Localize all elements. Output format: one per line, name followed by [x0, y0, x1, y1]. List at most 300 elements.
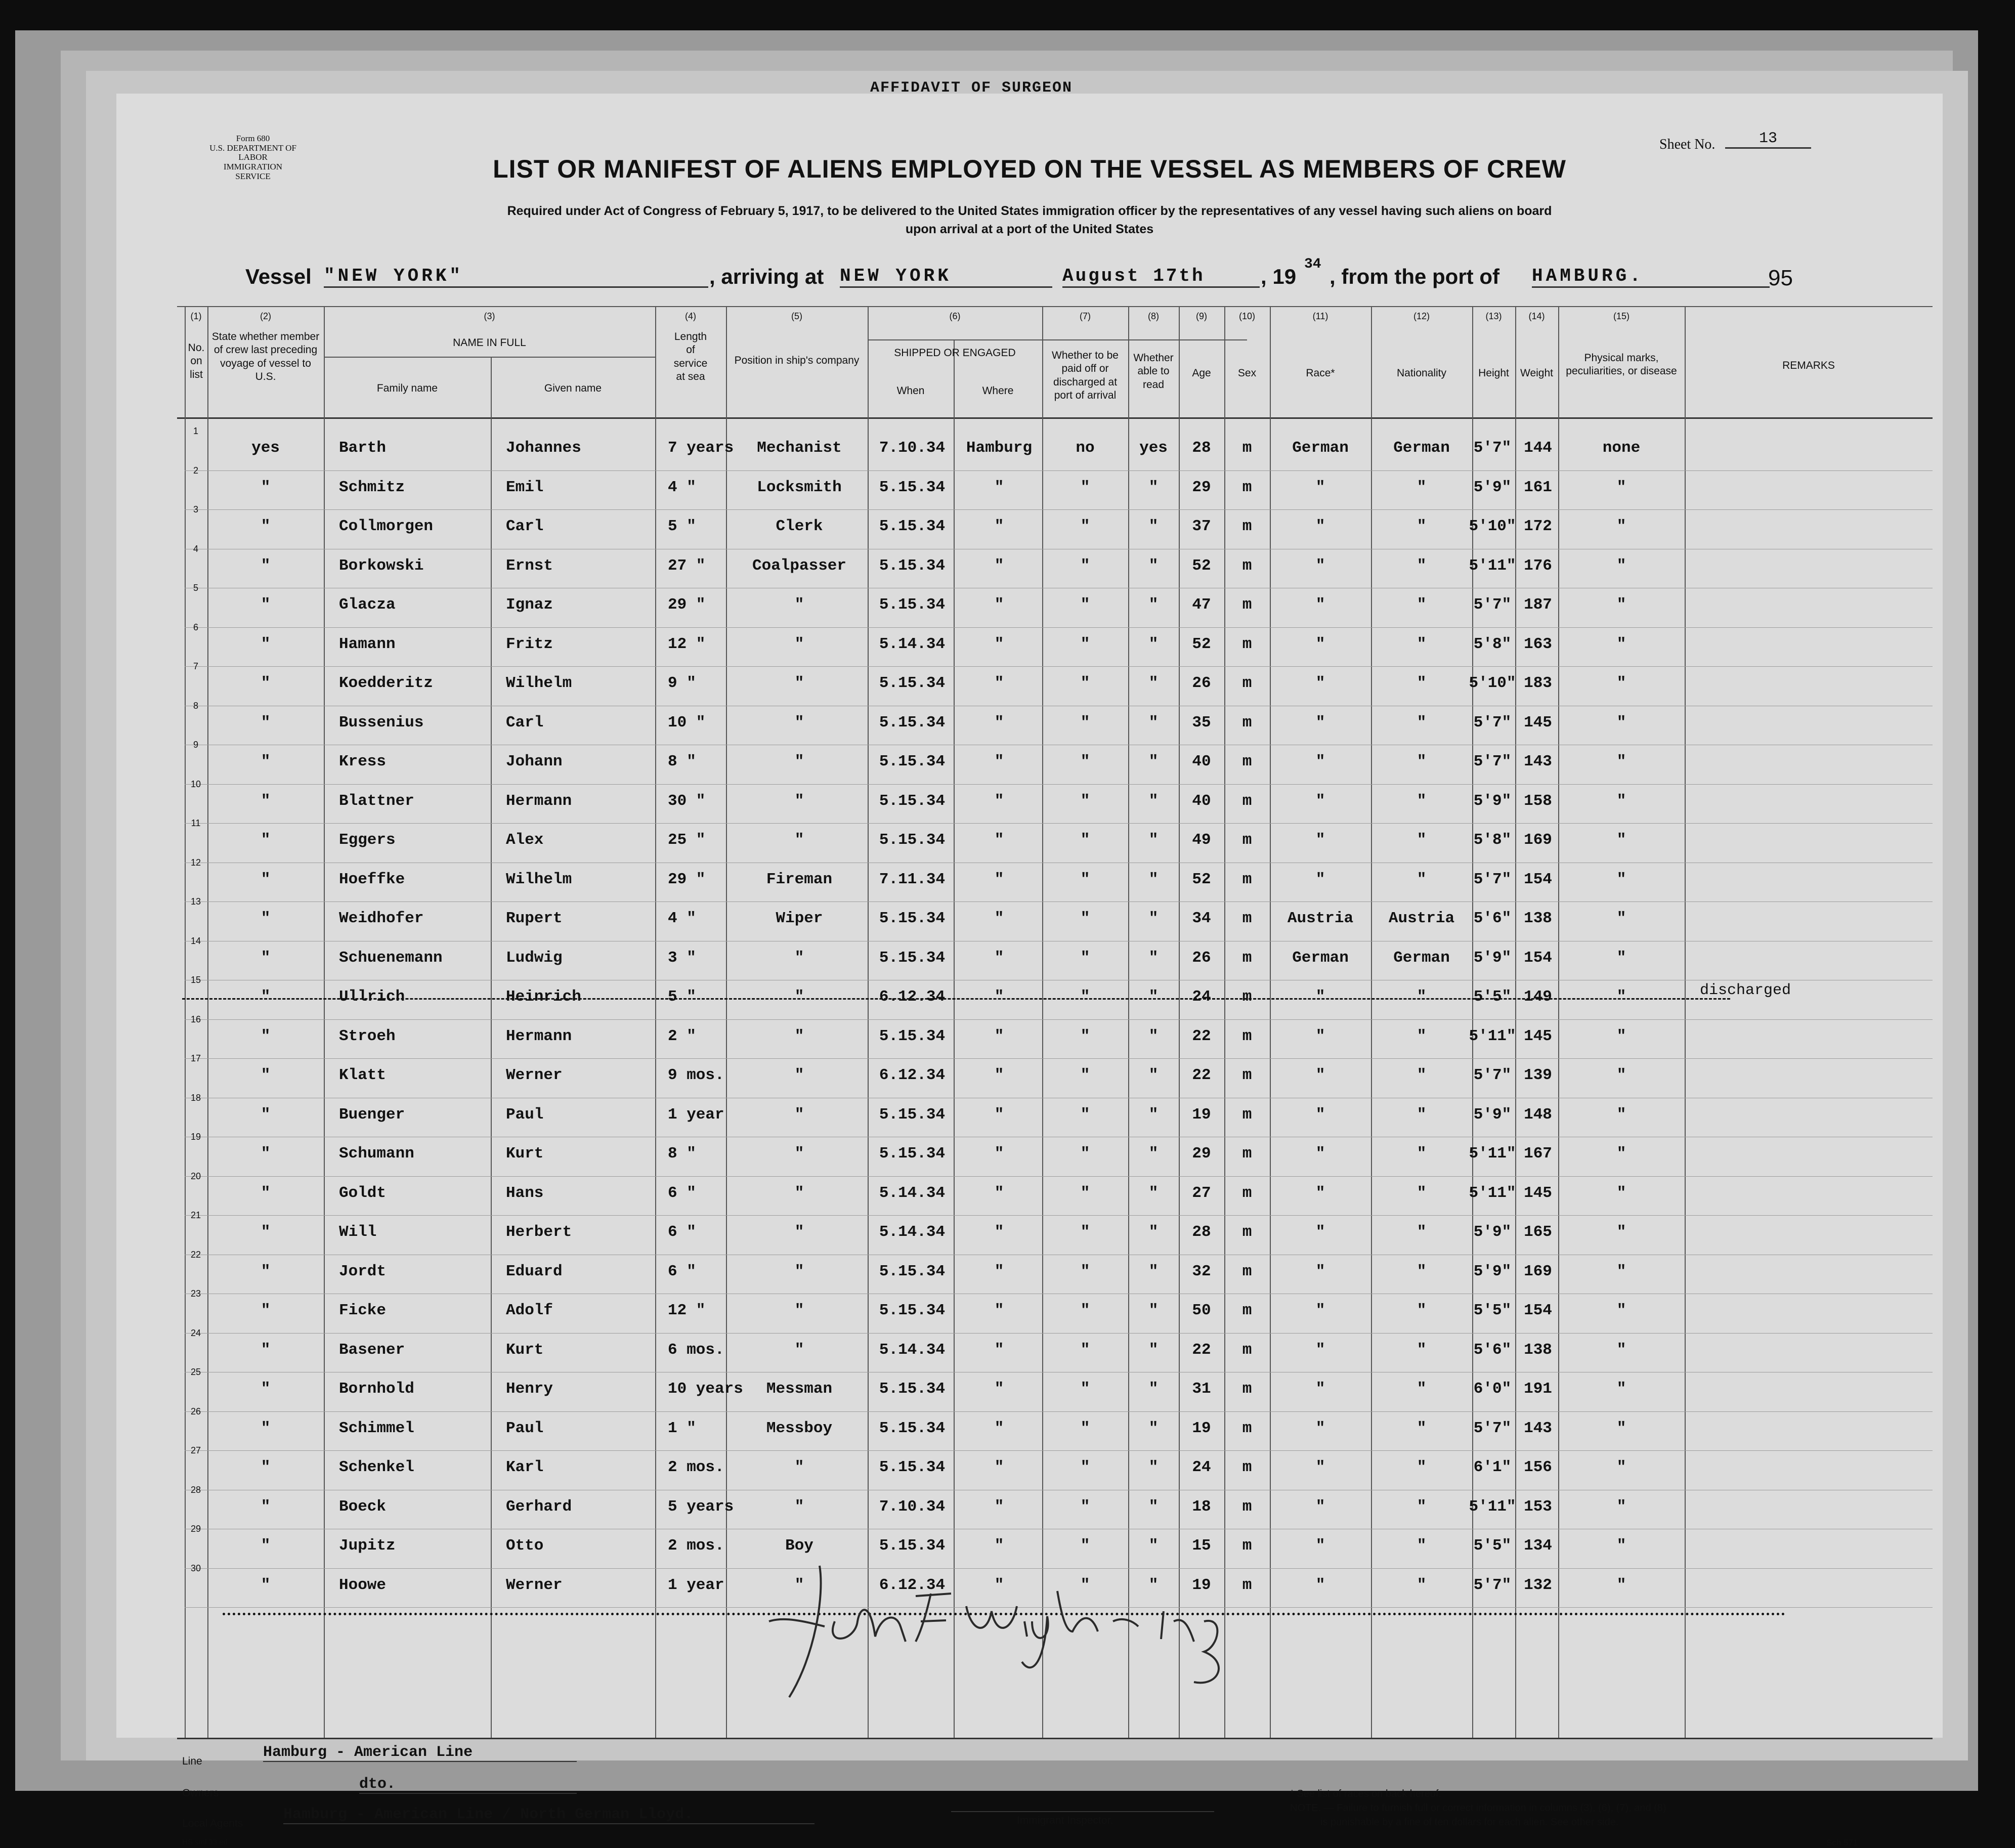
table-bottom-rule [177, 1738, 1933, 1739]
cell-physical-marks: " [1616, 1497, 1626, 1516]
cell-sex: m [1242, 1576, 1252, 1594]
col-7-number: (7) [1080, 311, 1091, 321]
cell-race: " [1315, 1576, 1325, 1594]
cell-able-to-read: " [1148, 792, 1159, 810]
col-14-number: (14) [1528, 311, 1545, 321]
cell-race: " [1315, 870, 1325, 888]
cell-physical-marks: " [1616, 949, 1626, 967]
cell-weight: 191 [1524, 1380, 1552, 1398]
cell-able-to-read: " [1148, 870, 1159, 888]
cell-previous-voyage: " [261, 556, 271, 575]
cell-position: Boy [785, 1537, 813, 1555]
col-9-number: (9) [1196, 311, 1207, 321]
cell-able-to-read: " [1148, 1302, 1159, 1319]
cell-shipped-when: 5.15.34 [879, 1537, 946, 1555]
row-rule [185, 470, 1933, 471]
cell-race: " [1315, 988, 1325, 1006]
row-number: 13 [190, 896, 201, 907]
cell-physical-marks: " [1616, 1341, 1626, 1359]
cell-paid-off: " [1080, 1458, 1090, 1476]
row-rule [185, 823, 1933, 824]
cell-race: " [1315, 556, 1325, 575]
strike-through-line [182, 998, 1730, 1000]
row-number: 5 [193, 583, 198, 593]
cell-paid-off: " [1080, 1027, 1090, 1045]
cell-length-of-service: 8 " [668, 753, 696, 770]
schedule-code: Sch 571 [1826, 1838, 1858, 1847]
cell-length-of-service: 7 years [668, 439, 734, 457]
cell-shipped-where: " [994, 674, 1004, 692]
cell-race: " [1315, 674, 1325, 692]
cell-shipped-where: " [994, 1576, 1004, 1594]
subtitle-line-1: Required under Act of Congress of February 5, 1917, to be delivered to the United States immigration officer by the representatives of any vessel having such aliens on board [507, 204, 1552, 218]
cell-height: 5'9" [1473, 949, 1512, 967]
cell-able-to-read: " [1148, 1105, 1159, 1124]
cell-family-name: Weidhofer [339, 910, 424, 927]
cell-shipped-when: 5.15.34 [879, 910, 946, 927]
cell-paid-off: " [1080, 674, 1090, 692]
cell-race: " [1315, 1497, 1325, 1516]
cell-height: 5'11" [1469, 556, 1516, 575]
cell-age: 47 [1192, 596, 1211, 614]
cell-sex: m [1242, 910, 1252, 927]
cell-paid-off: " [1080, 518, 1090, 535]
cell-position: " [794, 1576, 804, 1594]
cell-family-name: Blattner [339, 792, 414, 810]
cell-shipped-where: Hamburg [966, 439, 1033, 457]
cell-weight: 169 [1524, 831, 1552, 849]
cell-physical-marks: " [1616, 556, 1626, 575]
col-15-number: (15) [1613, 311, 1630, 321]
cell-family-name: Hoowe [339, 1576, 387, 1594]
cell-given-name: Ignaz [506, 596, 553, 614]
cell-paid-off: " [1080, 1105, 1090, 1124]
cell-shipped-where: " [994, 713, 1004, 732]
cell-height: 5'11" [1469, 1184, 1516, 1202]
row-number: 2 [193, 465, 198, 476]
cell-paid-off: " [1080, 753, 1090, 770]
cell-position: " [794, 988, 804, 1006]
cell-height: 5'7" [1473, 596, 1512, 614]
cell-sex: m [1242, 1184, 1252, 1202]
cell-previous-voyage: " [261, 910, 271, 927]
cell-age: 19 [1192, 1576, 1211, 1594]
cell-position: " [794, 1262, 804, 1280]
cell-able-to-read: " [1148, 674, 1159, 692]
cell-paid-off: " [1080, 1066, 1090, 1084]
cell-length-of-service: 1 " [668, 1419, 696, 1437]
cell-height: 5'10" [1469, 674, 1516, 692]
cell-weight: 143 [1524, 753, 1552, 770]
row-number: 17 [190, 1053, 201, 1063]
cell-physical-marks: " [1616, 1458, 1626, 1476]
sheet-number: 13 [1725, 130, 1811, 149]
cell-paid-off: " [1080, 1537, 1090, 1555]
cell-nationality: " [1417, 635, 1427, 653]
cell-family-name: Schumann [339, 1145, 414, 1163]
cell-sex: m [1242, 1105, 1252, 1124]
cell-shipped-where: " [994, 910, 1004, 927]
cell-family-name: Glacza [339, 596, 396, 614]
cell-weight: 167 [1524, 1145, 1552, 1163]
cell-length-of-service: 29 " [668, 870, 706, 888]
cell-shipped-when: 5.15.34 [879, 596, 946, 614]
cell-race: " [1315, 1380, 1325, 1398]
cell-paid-off: " [1080, 1341, 1090, 1359]
cell-given-name: Gerhard [506, 1497, 572, 1516]
cell-family-name: Basener [339, 1341, 405, 1359]
cell-position: " [794, 1302, 804, 1319]
cell-height: 5'7" [1473, 439, 1512, 457]
cell-shipped-when: 5.15.34 [879, 478, 946, 496]
cell-sex: m [1242, 1341, 1252, 1359]
col-10-number: (10) [1238, 311, 1255, 321]
cell-nationality: " [1417, 674, 1427, 692]
cell-previous-voyage: " [261, 478, 271, 496]
row-number: 29 [190, 1524, 201, 1534]
cell-position: Wiper [776, 910, 823, 927]
cell-given-name: Hermann [506, 792, 572, 810]
cell-weight: 132 [1524, 1576, 1552, 1594]
cell-physical-marks: " [1616, 870, 1626, 888]
cell-age: 40 [1192, 792, 1211, 810]
cell-position: " [794, 674, 804, 692]
cell-previous-voyage: " [261, 870, 271, 888]
header-paid-off: Whether to be paid off or discharged at port of arrival [1052, 350, 1119, 401]
cell-given-name: Carl [506, 713, 544, 732]
cell-physical-marks: " [1616, 753, 1626, 770]
cell-height: 5'6" [1473, 910, 1512, 927]
cell-family-name: Bussenius [339, 713, 424, 732]
cell-shipped-when: 7.11.34 [879, 870, 946, 888]
row-rule [185, 1215, 1933, 1216]
cell-paid-off: " [1080, 910, 1090, 927]
cell-length-of-service: 10 " [668, 713, 706, 732]
row-number: 19 [190, 1132, 201, 1142]
header-where: Where [982, 385, 1014, 397]
cell-physical-marks: " [1616, 1262, 1626, 1280]
cell-physical-marks: " [1616, 1576, 1626, 1594]
cell-shipped-when: 5.15.34 [879, 1145, 946, 1163]
cell-previous-voyage: " [261, 1341, 271, 1359]
cell-previous-voyage: " [261, 1066, 271, 1084]
row-number: 7 [193, 661, 198, 671]
header-height: Height [1478, 367, 1509, 379]
cell-able-to-read: " [1148, 1458, 1159, 1476]
cell-shipped-when: 5.15.34 [879, 1262, 946, 1280]
cell-race: " [1315, 753, 1325, 770]
fine-note-1: NOTE. — Failure to furnish full or correct information in columns (3), (6), (7), and (8) [1290, 1802, 1666, 1814]
cell-height: 5'11" [1469, 1027, 1516, 1045]
cell-shipped-when: 5.15.34 [879, 949, 946, 967]
cell-race: " [1315, 831, 1325, 849]
cell-physical-marks: " [1616, 713, 1626, 732]
cell-previous-voyage: " [261, 753, 271, 770]
cell-family-name: Klatt [339, 1066, 387, 1084]
cell-family-name: Schimmel [339, 1419, 414, 1437]
cell-weight: 154 [1524, 949, 1552, 967]
cell-family-name: Buenger [339, 1105, 405, 1124]
row-number: 30 [190, 1563, 201, 1573]
cell-previous-voyage: yes [251, 439, 280, 457]
cell-able-to-read: " [1148, 1497, 1159, 1516]
cell-age: 15 [1192, 1537, 1211, 1555]
cell-given-name: Ernst [506, 556, 553, 575]
cell-length-of-service: 5 " [668, 518, 696, 535]
row-rule [185, 509, 1933, 510]
cell-shipped-when: 5.15.34 [879, 674, 946, 692]
cell-shipped-where: " [994, 1223, 1004, 1241]
cell-weight: 139 [1524, 1066, 1552, 1084]
col-13-number: (13) [1485, 311, 1502, 321]
cell-family-name: Schmitz [339, 478, 405, 496]
cell-family-name: Hoeffke [339, 870, 405, 888]
cell-position: " [794, 596, 804, 614]
cell-paid-off: " [1080, 478, 1090, 496]
cell-paid-off: " [1080, 1184, 1090, 1202]
cell-weight: 149 [1524, 988, 1552, 1006]
cell-race: " [1315, 1419, 1325, 1437]
cell-length-of-service: 29 " [668, 596, 706, 614]
cell-weight: 145 [1524, 1184, 1552, 1202]
cell-able-to-read: " [1148, 1576, 1159, 1594]
col-11-number: (11) [1312, 311, 1328, 321]
row-number: 22 [190, 1249, 201, 1260]
cell-length-of-service: 9 mos. [668, 1066, 724, 1084]
cell-length-of-service: 3 " [668, 949, 696, 967]
cell-previous-voyage: " [261, 1262, 271, 1280]
inspector-rule [951, 1811, 1214, 1812]
cell-given-name: Henry [506, 1380, 553, 1398]
cell-length-of-service: 4 " [668, 910, 696, 927]
cell-shipped-when: 5.14.34 [879, 1223, 946, 1241]
cell-position: " [794, 1066, 804, 1084]
cell-physical-marks: " [1616, 1105, 1626, 1124]
cell-previous-voyage: " [261, 1223, 271, 1241]
cell-length-of-service: 4 " [668, 478, 696, 496]
cell-race: " [1315, 1223, 1325, 1241]
cell-nationality: " [1417, 1027, 1427, 1045]
cell-race: " [1315, 478, 1325, 496]
cell-family-name: Stroeh [339, 1027, 396, 1045]
cell-remarks: discharged [1700, 982, 1791, 999]
col-divider [655, 306, 656, 1738]
cell-shipped-when: 5.14.34 [879, 1341, 946, 1359]
cell-shipped-when: 5.14.34 [879, 635, 946, 653]
cell-shipped-when: 5.15.34 [879, 1302, 946, 1319]
cell-weight: 143 [1524, 1419, 1552, 1437]
cell-nationality: " [1417, 1537, 1427, 1555]
col-6-number: (6) [949, 311, 961, 321]
cell-given-name: Fritz [506, 635, 553, 653]
col-divider [491, 357, 492, 1738]
cell-family-name: Eggers [339, 831, 396, 849]
cell-nationality: " [1417, 988, 1427, 1006]
cell-shipped-where: " [994, 1145, 1004, 1163]
cell-able-to-read: " [1148, 713, 1159, 732]
cell-position: Fireman [766, 870, 833, 888]
cell-nationality: " [1417, 596, 1427, 614]
cell-height: 5'9" [1473, 478, 1512, 496]
cell-weight: 158 [1524, 792, 1552, 810]
row-rule [185, 1019, 1933, 1020]
cell-family-name: Borkowski [339, 556, 424, 575]
cell-previous-voyage: " [261, 1105, 271, 1124]
cell-position: Messman [766, 1380, 833, 1398]
header-position: Position in ship's company [734, 355, 860, 366]
row-number: 28 [190, 1484, 201, 1495]
cell-family-name: Jordt [339, 1262, 387, 1280]
cell-nationality: " [1417, 518, 1427, 535]
cell-nationality: " [1417, 1223, 1427, 1241]
cell-previous-voyage: " [261, 518, 271, 535]
cell-length-of-service: 12 " [668, 635, 706, 653]
cell-given-name: Heinrich [506, 988, 581, 1006]
cell-race: " [1315, 1262, 1325, 1280]
cell-weight: 144 [1524, 439, 1552, 457]
cell-shipped-where: " [994, 1458, 1004, 1476]
cell-physical-marks: " [1616, 1223, 1626, 1241]
cell-physical-marks: none [1602, 439, 1641, 457]
cell-able-to-read: " [1148, 910, 1159, 927]
cell-race: " [1315, 1458, 1325, 1476]
row-rule [185, 1333, 1933, 1334]
header-sex: Sex [1237, 367, 1257, 379]
cell-able-to-read: " [1148, 596, 1159, 614]
cell-previous-voyage: " [261, 596, 271, 614]
cell-age: 49 [1192, 831, 1211, 849]
fine-note-2: is punishable by a fine of ten dollars for each alien. See other side. [1320, 1817, 1619, 1828]
cell-height: 5'8" [1473, 831, 1512, 849]
cell-height: 5'7" [1473, 1066, 1512, 1084]
cell-length-of-service: 10 years [668, 1380, 743, 1398]
cell-age: 37 [1192, 518, 1211, 535]
cell-position: " [794, 1341, 804, 1359]
cell-age: 28 [1192, 1223, 1211, 1241]
cell-position: " [794, 949, 804, 967]
cell-weight: 138 [1524, 910, 1552, 927]
header-when: When [896, 385, 925, 397]
cell-race: " [1315, 713, 1325, 732]
row-rule [185, 901, 1933, 902]
cell-nationality: " [1417, 870, 1427, 888]
cell-sex: m [1242, 949, 1252, 967]
cell-height: 5'7" [1473, 870, 1512, 888]
cell-height: 6'1" [1473, 1458, 1512, 1476]
shipped-divider [868, 339, 1247, 340]
cell-length-of-service: 5 years [668, 1497, 734, 1516]
year-prefix: , 19 [1261, 265, 1297, 288]
row-rule [185, 1450, 1933, 1451]
row-rule [185, 1058, 1933, 1059]
cell-length-of-service: 8 " [668, 1145, 696, 1163]
cell-physical-marks: " [1616, 1537, 1626, 1555]
cell-nationality: Austria [1388, 910, 1455, 927]
cell-able-to-read: " [1148, 1537, 1159, 1555]
cell-previous-voyage: " [261, 831, 271, 849]
cell-position: " [794, 1145, 804, 1163]
cell-sex: m [1242, 439, 1252, 457]
cell-height: 5'9" [1473, 1223, 1512, 1241]
cell-family-name: Schenkel [339, 1458, 414, 1476]
cell-height: 5'8" [1473, 635, 1512, 653]
cell-length-of-service: 27 " [668, 556, 706, 575]
cell-shipped-when: 5.15.34 [879, 1105, 946, 1124]
cell-able-to-read: " [1148, 831, 1159, 849]
cell-previous-voyage: " [261, 1145, 271, 1163]
cell-age: 19 [1192, 1419, 1211, 1437]
cell-age: 24 [1192, 1458, 1211, 1476]
cell-paid-off: " [1080, 949, 1090, 967]
cell-shipped-where: " [994, 1184, 1004, 1202]
cell-shipped-where: " [994, 1419, 1004, 1437]
cell-shipped-where: " [994, 753, 1004, 770]
cell-able-to-read: " [1148, 1027, 1159, 1045]
cell-given-name: Herbert [506, 1223, 572, 1241]
cell-sex: m [1242, 1458, 1252, 1476]
cell-nationality: " [1417, 1066, 1427, 1084]
cell-physical-marks: " [1616, 596, 1626, 614]
cell-family-name: Ullrich [339, 988, 405, 1006]
cell-sex: m [1242, 635, 1252, 653]
cell-sex: m [1242, 831, 1252, 849]
cell-length-of-service: 25 " [668, 831, 706, 849]
cell-nationality: " [1417, 1184, 1427, 1202]
cell-physical-marks: " [1616, 518, 1626, 535]
cell-height: 5'5" [1473, 1302, 1512, 1319]
cell-previous-voyage: " [261, 792, 271, 810]
cell-physical-marks: " [1616, 1145, 1626, 1163]
cell-shipped-where: " [994, 1341, 1004, 1359]
cell-physical-marks: " [1616, 478, 1626, 496]
cell-shipped-where: " [994, 1302, 1004, 1319]
cell-weight: 148 [1524, 1105, 1552, 1124]
col-divider [207, 306, 208, 1738]
header-no-on-list: No. on list [188, 342, 205, 380]
cell-age: 52 [1192, 635, 1211, 653]
cell-nationality: " [1417, 1576, 1427, 1594]
row-number: 12 [190, 857, 201, 868]
cell-nationality: " [1417, 1341, 1427, 1359]
cell-nationality: " [1417, 1262, 1427, 1280]
cell-height: 5'5" [1473, 1537, 1512, 1555]
col-divider [324, 306, 325, 1738]
cell-nationality: " [1417, 831, 1427, 849]
cell-weight: 165 [1524, 1223, 1552, 1241]
cell-family-name: Kress [339, 753, 387, 770]
cell-age: 52 [1192, 556, 1211, 575]
cell-shipped-where: " [994, 1066, 1004, 1084]
cell-paid-off: " [1080, 1497, 1090, 1516]
cell-shipped-when: 5.15.34 [879, 1419, 946, 1437]
table-top-rule [177, 306, 1933, 307]
row-number: 14 [190, 935, 201, 946]
cell-paid-off: " [1080, 1223, 1090, 1241]
corner-number: 95 [1768, 266, 1793, 290]
cell-previous-voyage: " [261, 713, 271, 732]
cell-height: 5'6" [1473, 1341, 1512, 1359]
cell-previous-voyage: " [261, 1419, 271, 1437]
cell-position: Mechanist [757, 439, 842, 457]
cell-family-name: Will [339, 1223, 377, 1241]
cell-previous-voyage: " [261, 1497, 271, 1516]
row-number: 3 [193, 504, 198, 514]
cell-able-to-read: " [1148, 1419, 1159, 1437]
cell-length-of-service: 2 mos. [668, 1458, 724, 1476]
cell-weight: 154 [1524, 1302, 1552, 1319]
agents-value: Hamburg - American Line / North German Lloyd. [283, 1806, 814, 1824]
cell-length-of-service: 2 mos. [668, 1537, 724, 1555]
